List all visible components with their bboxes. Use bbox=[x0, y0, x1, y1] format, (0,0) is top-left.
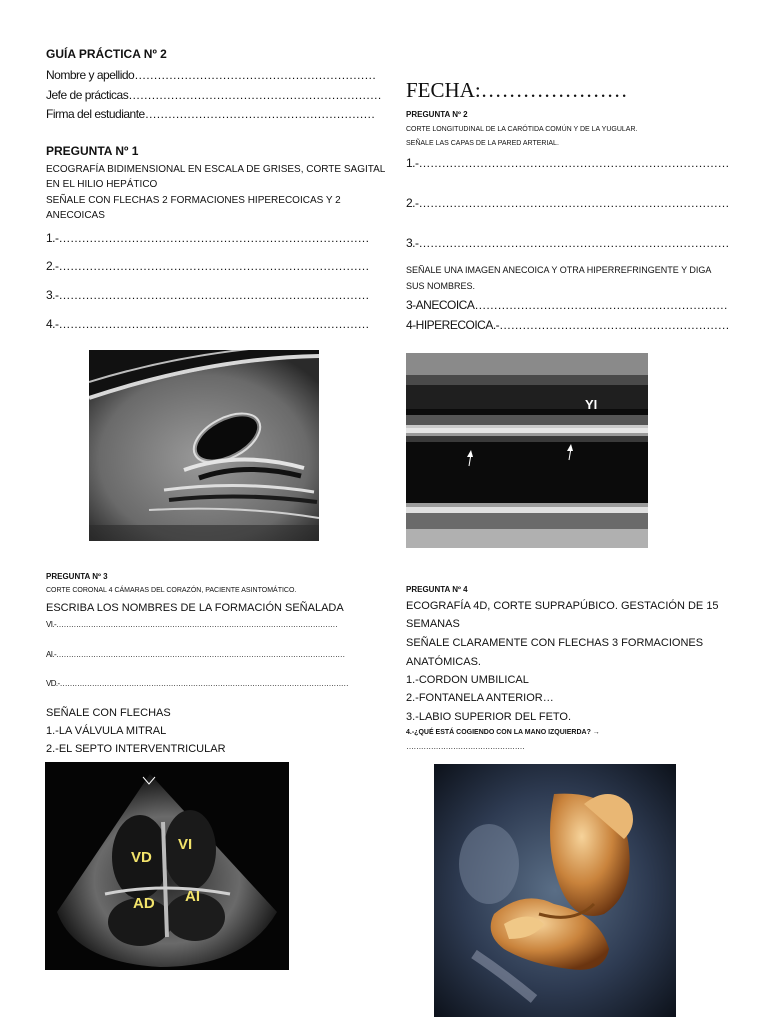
q1-answer-4: 4.-……………………………………………………………………… bbox=[46, 317, 370, 331]
q3-vd-line: VD.-……………………………………………………………………………………………………… bbox=[46, 679, 349, 688]
date-line: FECHA:………………… bbox=[406, 78, 628, 102]
q4-item-2: 2.-FONTANELA ANTERIOR… bbox=[406, 692, 554, 704]
q4-line2: SEMANAS bbox=[406, 618, 460, 630]
q1-answer-3: 3.-……………………………………………………………………… bbox=[46, 288, 370, 302]
q4-item-4: 4.-¿QUÉ ESTÁ COGIENDO CON LA MANO IZQUIERDA? → bbox=[406, 729, 600, 736]
carotid-ultrasound-image bbox=[406, 353, 648, 548]
q2-anecoica: 3-ANECOICA………………………………………………………… bbox=[406, 298, 728, 312]
q1-answer-1: 1.-……………………………………………………………………… bbox=[46, 231, 370, 245]
q2-line3: SEÑALE UNA IMAGEN ANECOICA Y OTRA HIPERREFRINGENTE Y DIGA bbox=[406, 265, 712, 275]
ai-label: AI bbox=[185, 888, 200, 905]
q2-hiperecoica: 4-HIPERECOICA.-…………………………………………………… bbox=[406, 318, 730, 332]
signature-line: Firma del estudiante…………………………………………………… bbox=[46, 107, 375, 121]
q4-item-4-line: ………………………………………… bbox=[406, 742, 525, 751]
q4-line4: ANATÓMICAS. bbox=[406, 656, 481, 668]
q2-line2: SEÑALE LAS CAPAS DE LA PARED ARTERIAL. bbox=[406, 140, 559, 147]
chief-line: Jefe de prácticas………………………………………………………… bbox=[46, 88, 382, 102]
liver-ultrasound-image bbox=[89, 350, 319, 541]
q2-title: PREGUNTA Nº 2 bbox=[406, 110, 468, 119]
q3-item-1: 1.-LA VÁLVULA MITRAL bbox=[46, 725, 167, 737]
q3-line1: CORTE CORONAL 4 CÁMARAS DEL CORAZÓN, PACIENTE ASINTOMÁTICO. bbox=[46, 587, 297, 594]
q1-answer-2: 2.-……………………………………………………………………… bbox=[46, 259, 370, 273]
q1-title: PREGUNTA Nº 1 bbox=[46, 144, 139, 158]
q3-title: PREGUNTA Nº 3 bbox=[46, 572, 108, 581]
q4-line1: ECOGRAFÍA 4D, CORTE SUPRAPÚBICO. GESTACIÓN DE 15 bbox=[406, 600, 719, 612]
q1-line2: EN EL HILIO HEPÁTICO bbox=[46, 179, 158, 190]
q1-line1: ECOGRAFÍA BIDIMENSIONAL EN ESCALA DE GRISES, CORTE SAGITAL bbox=[46, 164, 386, 175]
q2-line4: SUS NOMBRES. bbox=[406, 281, 476, 291]
heart-echo-image bbox=[45, 762, 289, 970]
q2-line1: CORTE LONGITUDINAL DE LA CARÓTIDA COMÚN Y DE LA YUGULAR. bbox=[406, 126, 638, 133]
ad-label: AD bbox=[133, 895, 155, 912]
q4-title: PREGUNTA Nº 4 bbox=[406, 585, 468, 594]
q4-line3: SEÑALE CLARAMENTE CON FLECHAS 3 FORMACIONES bbox=[406, 637, 704, 649]
q3-vi-line: VI.-…………………………………………………………………………………………………… bbox=[46, 620, 338, 629]
q3-arrows-title: SEÑALE CON FLECHAS bbox=[46, 707, 171, 719]
q2-answer-1: 1.-……………………………………………………………………… bbox=[406, 156, 730, 170]
q4-item-3: 3.-LABIO SUPERIOR DEL FETO. bbox=[406, 711, 572, 723]
vd-label: VD bbox=[131, 849, 152, 866]
q4-item-1: 1.-CORDON UMBILICAL bbox=[406, 674, 529, 686]
vi-label: VI bbox=[178, 836, 193, 853]
q1-line4: ANECOICAS bbox=[46, 210, 105, 221]
q2-answer-3: 3.-……………………………………………………………………… bbox=[406, 236, 730, 250]
yi-label: YI bbox=[585, 397, 598, 412]
q3-ai-line: AI.-……………………………………………………………………………………………………… bbox=[46, 650, 345, 659]
fetal-4d-image bbox=[434, 764, 676, 1017]
q2-answer-2: 2.-……………………………………………………………………… bbox=[406, 196, 730, 210]
q3-line2: ESCRIBA LOS NOMBRES DE LA FORMACIÓN SEÑALADA bbox=[46, 602, 344, 614]
q3-item-2: 2.-EL SEPTO INTERVENTRICULAR bbox=[46, 743, 226, 755]
name-line: Nombre y apellido……………………………………………………… bbox=[46, 68, 376, 82]
q1-line3: SEÑALE CON FLECHAS 2 FORMACIONES HIPERECOICAS Y 2 bbox=[46, 195, 341, 206]
guide-title: GUÍA PRÁCTICA Nº 2 bbox=[46, 47, 167, 61]
